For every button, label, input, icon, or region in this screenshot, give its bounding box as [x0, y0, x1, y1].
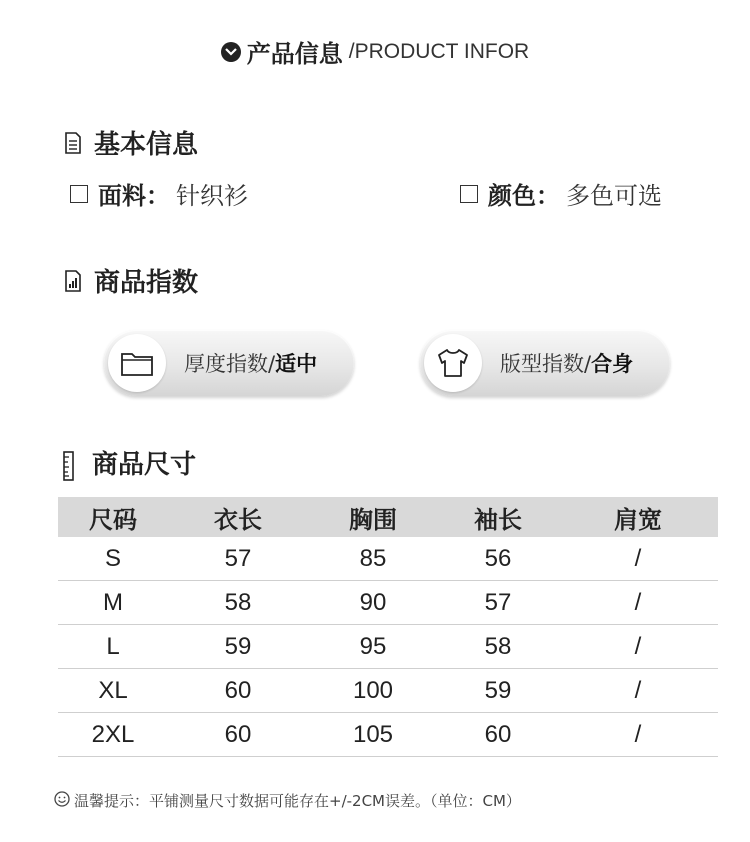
cell-sleeve: 57	[438, 581, 558, 625]
cell-length: 60	[168, 669, 308, 713]
cell-shoulder: /	[558, 669, 718, 713]
cell-size: 2XL	[58, 713, 168, 757]
cell-size: L	[58, 625, 168, 669]
thickness-index-text	[184, 348, 317, 378]
header-length: 衣长	[168, 497, 308, 537]
header-shoulder: 肩宽	[558, 497, 718, 537]
table-row	[58, 625, 718, 669]
fit-label: 版型指数/	[500, 352, 592, 376]
table-row	[58, 669, 718, 713]
fit-value: 合身	[591, 352, 634, 376]
cell-sleeve: 59	[438, 669, 558, 713]
header-size: 尺码	[58, 497, 168, 537]
cell-size: M	[58, 581, 168, 625]
page-title: 产品信息	[246, 40, 343, 68]
page-subtitle: /PRODUCT INFOR	[348, 39, 530, 63]
section-size-title: 商品尺寸	[92, 450, 197, 480]
cell-length: 58	[168, 581, 308, 625]
cell-bust: 85	[308, 537, 438, 581]
thickness-index-pill	[104, 330, 354, 396]
cell-length: 60	[168, 713, 308, 757]
section-basic-info-title: 基本信息	[94, 130, 199, 160]
cell-sleeve: 60	[438, 713, 558, 757]
cell-shoulder: /	[558, 713, 718, 757]
chart-doc-icon	[64, 269, 84, 293]
header-bust: 胸围	[308, 497, 438, 537]
size-table	[58, 497, 718, 757]
color-label: 颜色：	[488, 182, 560, 210]
size-table-header	[58, 497, 718, 537]
smiley-icon	[54, 791, 70, 811]
cell-length: 59	[168, 625, 308, 669]
cell-shoulder: /	[558, 581, 718, 625]
header-sleeve: 袖长	[438, 497, 558, 537]
measurement-tip	[54, 790, 521, 811]
section-index-title: 商品指数	[94, 268, 199, 298]
color-value: 多色可选	[566, 182, 662, 210]
document-icon	[64, 131, 84, 155]
checkbox-icon	[460, 185, 478, 203]
tshirt-icon	[424, 334, 482, 392]
cell-bust: 95	[308, 625, 438, 669]
fabric-value: 针织衫	[176, 182, 248, 210]
checkbox-icon	[70, 185, 88, 203]
tip-text: 温馨提示：平铺测量尺寸数据可能存在+/-2CM误差。（单位：CM）	[74, 792, 521, 810]
table-row	[58, 713, 718, 757]
fit-index-text	[500, 348, 633, 378]
cell-sleeve: 56	[438, 537, 558, 581]
section-size	[62, 444, 196, 481]
fabric-attribute	[70, 176, 248, 211]
fabric-label: 面料：	[98, 182, 170, 210]
cell-size: S	[58, 537, 168, 581]
cell-sleeve: 58	[438, 625, 558, 669]
cell-shoulder: /	[558, 625, 718, 669]
fit-index-pill	[420, 330, 670, 396]
color-attribute	[460, 176, 662, 211]
section-basic-info	[64, 124, 198, 161]
section-index	[64, 262, 198, 299]
thickness-value: 适中	[275, 352, 318, 376]
cell-size: XL	[58, 669, 168, 713]
cell-length: 57	[168, 537, 308, 581]
folder-icon	[108, 334, 166, 392]
cell-bust: 100	[308, 669, 438, 713]
table-row	[58, 537, 718, 581]
ruler-icon	[62, 451, 82, 475]
cell-bust: 105	[308, 713, 438, 757]
table-row	[58, 581, 718, 625]
chevron-down-circle-icon	[221, 42, 241, 62]
thickness-label: 厚度指数/	[184, 352, 276, 376]
cell-bust: 90	[308, 581, 438, 625]
cell-shoulder: /	[558, 537, 718, 581]
page-header	[0, 34, 750, 69]
